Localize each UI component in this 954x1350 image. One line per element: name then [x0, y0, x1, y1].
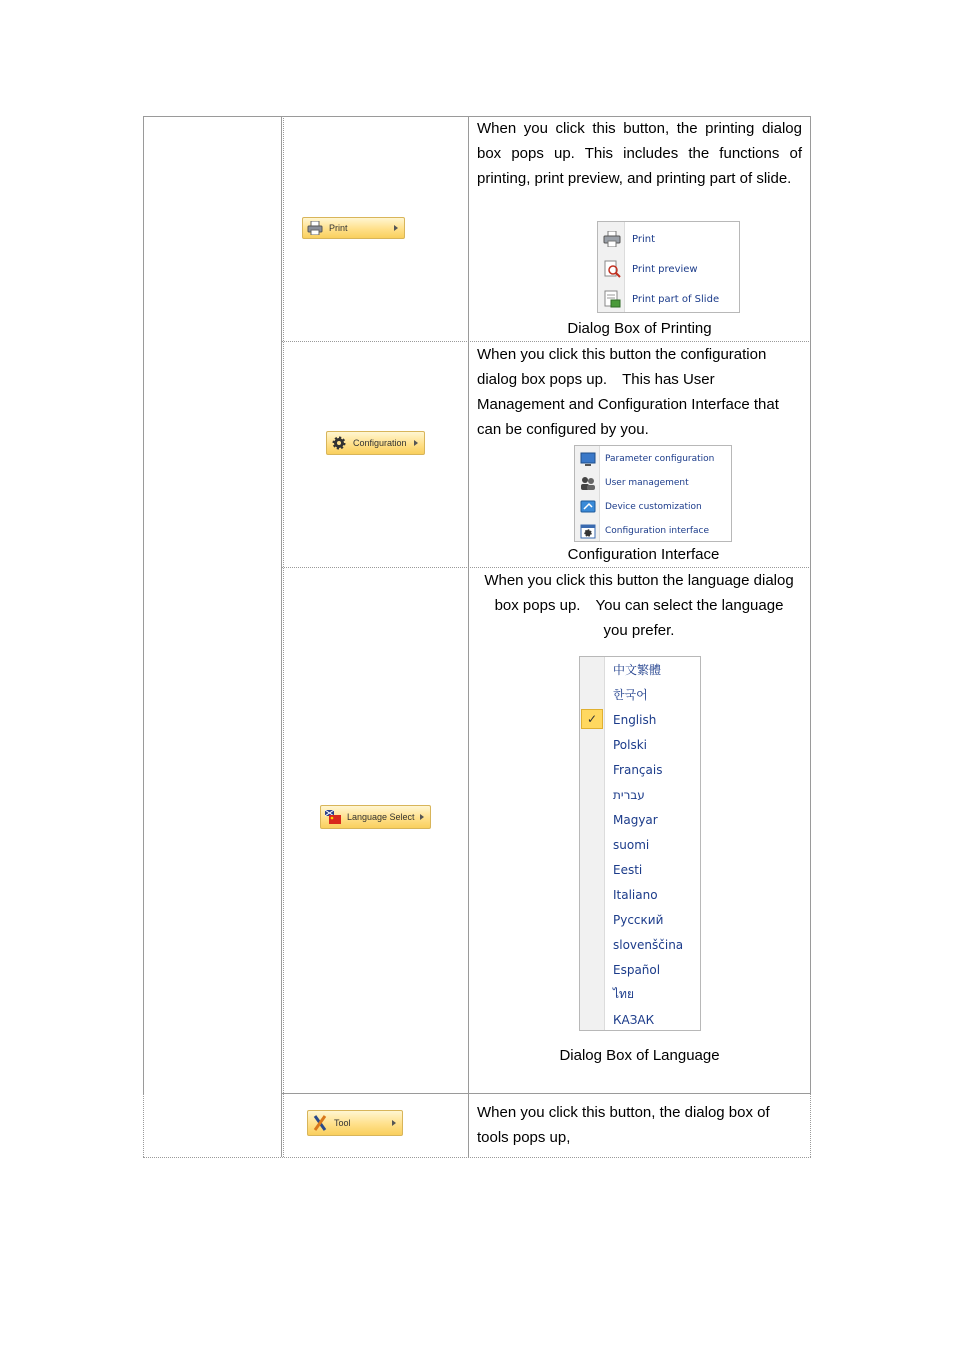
menu-item-user-management[interactable]: [575, 471, 731, 495]
menu-item-language[interactable]: [580, 1007, 700, 1032]
menu-item-configuration-interface[interactable]: [575, 519, 731, 543]
menu-item-language[interactable]: [580, 832, 700, 857]
menu-item-label: Eesti: [613, 862, 643, 877]
chevron-right-icon: [392, 1120, 396, 1126]
table-left-border: [143, 116, 144, 1093]
menu-item-language[interactable]: [580, 682, 700, 707]
language-select-button-label: Language Select: [347, 812, 415, 822]
menu-item-label: User management: [605, 478, 689, 488]
table-right-border: [810, 116, 811, 1093]
configuration-description: When you click this button the configuration dialog box pops up. This has User Management and Configuration Interface that can be configured by you.: [477, 346, 779, 438]
tools-icon: [312, 1115, 328, 1131]
print-button[interactable]: [302, 217, 405, 239]
menu-item-print-preview[interactable]: [598, 256, 739, 282]
configuration-button[interactable]: [326, 431, 425, 455]
language-description: When you click this button the language dialog box pops up. You can select the language you prefer.: [484, 572, 794, 639]
column-divider-1: [281, 116, 282, 1157]
language-select-button[interactable]: [320, 805, 431, 829]
menu-item-label: Español: [613, 962, 661, 977]
menu-item-label: suomi: [613, 837, 650, 852]
menu-item-language[interactable]: [580, 882, 700, 907]
menu-item-label: Print: [632, 233, 656, 245]
chevron-right-icon: [394, 225, 398, 231]
menu-item-language-selected[interactable]: [580, 707, 700, 732]
printer-icon: [307, 220, 323, 236]
menu-item-label: 中文繁體: [613, 663, 662, 677]
column-divider-1b: [283, 116, 284, 1157]
menu-item-label: ไทย: [613, 987, 634, 1001]
menu-item-language[interactable]: [580, 732, 700, 757]
menu-item-label: slovenščina: [613, 937, 684, 952]
language-menu: [579, 656, 701, 1031]
menu-item-language[interactable]: [580, 857, 700, 882]
menu-item-label: English: [613, 712, 657, 727]
menu-item-language[interactable]: [580, 907, 700, 932]
config-window-icon: [579, 522, 597, 540]
menu-item-language[interactable]: [580, 757, 700, 782]
menu-item-device-customization[interactable]: [575, 495, 731, 519]
menu-item-label: Configuration interface: [605, 526, 710, 536]
menu-item-language[interactable]: [580, 982, 700, 1007]
checkmark-icon: ✓: [581, 709, 603, 729]
menu-item-language[interactable]: [580, 932, 700, 957]
configuration-caption: Configuration Interface: [567, 546, 720, 563]
row-divider-3: [282, 1093, 811, 1094]
menu-item-label: 한국어: [613, 688, 648, 702]
menu-item-label: Français: [613, 762, 663, 777]
flag-icon: [325, 809, 341, 825]
print-slide-icon: [602, 289, 622, 309]
chevron-right-icon: [420, 814, 424, 820]
menu-item-print[interactable]: [598, 226, 739, 252]
menu-item-label: Русский: [613, 912, 664, 927]
tool-button[interactable]: [307, 1110, 403, 1136]
print-caption: Dialog Box of Printing: [567, 320, 712, 337]
menu-item-label: Device customization: [605, 502, 702, 512]
menu-item-label: עברית: [613, 787, 645, 802]
menu-item-parameter-configuration[interactable]: [575, 447, 731, 471]
column-divider-2: [468, 116, 469, 1157]
menu-item-label: Magyar: [613, 812, 658, 827]
menu-item-language[interactable]: [580, 957, 700, 982]
table-left-border-lower: [143, 1093, 144, 1157]
table-bottom-border: [143, 1157, 811, 1158]
menu-item-language[interactable]: [580, 782, 700, 807]
menu-item-language[interactable]: [580, 657, 700, 682]
menu-item-label: КАЗАК: [613, 1012, 655, 1027]
gear-icon: [331, 435, 347, 451]
device-icon: [579, 498, 597, 516]
print-description: When you click this button, the printing dialog box pops up. This includes the functions of printing, print preview, and printing part of slide.: [477, 120, 802, 187]
menu-item-label: Parameter configuration: [605, 454, 715, 464]
language-caption: Dialog Box of Language: [559, 1047, 720, 1064]
menu-item-label: Print part of Slide: [632, 293, 720, 305]
menu-item-label: Polski: [613, 737, 648, 752]
printer-icon: [602, 229, 622, 249]
tool-description: When you click this button, the dialog box of tools pops up,: [477, 1104, 770, 1146]
menu-item-language[interactable]: [580, 807, 700, 832]
monitor-icon: [579, 450, 597, 468]
print-preview-icon: [602, 259, 622, 279]
menu-item-label: Italiano: [613, 887, 658, 902]
menu-item-print-part-of-slide[interactable]: [598, 286, 739, 312]
menu-item-label: Print preview: [632, 263, 698, 275]
print-menu: [597, 221, 740, 313]
chevron-right-icon: [414, 440, 418, 446]
table-right-border-lower: [810, 1093, 811, 1157]
print-button-label: Print: [329, 223, 348, 233]
configuration-button-label: Configuration: [353, 438, 407, 448]
users-icon: [579, 474, 597, 492]
configuration-menu: [574, 445, 732, 542]
tool-button-label: Tool: [334, 1118, 351, 1128]
